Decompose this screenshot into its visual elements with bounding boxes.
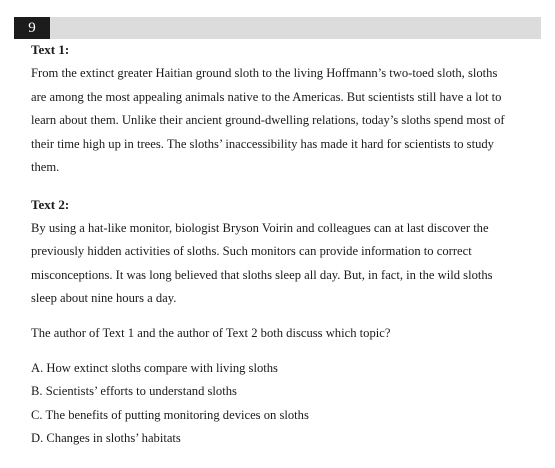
option-b[interactable]: B. Scientists’ efforts to understand sloths — [31, 384, 237, 398]
option-c[interactable]: C. The benefits of putting monitoring devices on sloths — [31, 407, 309, 422]
text2-passage — [31, 217, 546, 311]
option-d[interactable]: D. Changes in sloths’ habitats — [31, 431, 181, 445]
question-content — [31, 40, 546, 451]
text2-line: By using a hat-like monitor, biologist Bryson Voirin and colleagues can at last discover the — [31, 220, 489, 235]
text2-line: misconceptions. It was long believed that sloths sleep all day. But, in fact, in the wild sloths — [31, 267, 493, 282]
text1-passage — [31, 62, 546, 180]
question-header-bar — [14, 17, 541, 39]
question-prompt: The author of Text 1 and the author of Text 2 both discuss which topic? — [31, 325, 391, 340]
answer-options — [31, 357, 546, 451]
text1-line: are among the most appealing animals native to the Americas. But scientists still have a lot to — [31, 89, 502, 104]
text2-label: Text 2: — [31, 196, 70, 212]
text2-line: sleep about nine hours a day. — [31, 291, 177, 305]
option-a[interactable]: A. How extinct sloths compare with living sloths — [31, 360, 278, 375]
text1-label: Text 1: — [31, 42, 70, 57]
text1-line: learn about them. Unlike their ancient ground-dwelling relations, today’s sloths spend most of — [31, 113, 505, 127]
text2-line: previously hidden activities of sloths. Such monitors can provide information to correct — [31, 244, 472, 258]
text1-line: From the extinct greater Haitian ground sloth to the living Hoffmann’s two-toed sloth, sloths — [31, 66, 498, 80]
question-number: 9 — [14, 17, 50, 39]
text1-line: them. — [31, 160, 60, 174]
text1-line: their time high up in trees. The sloths’ inaccessibility has made it hard for scientists to study — [31, 136, 494, 151]
